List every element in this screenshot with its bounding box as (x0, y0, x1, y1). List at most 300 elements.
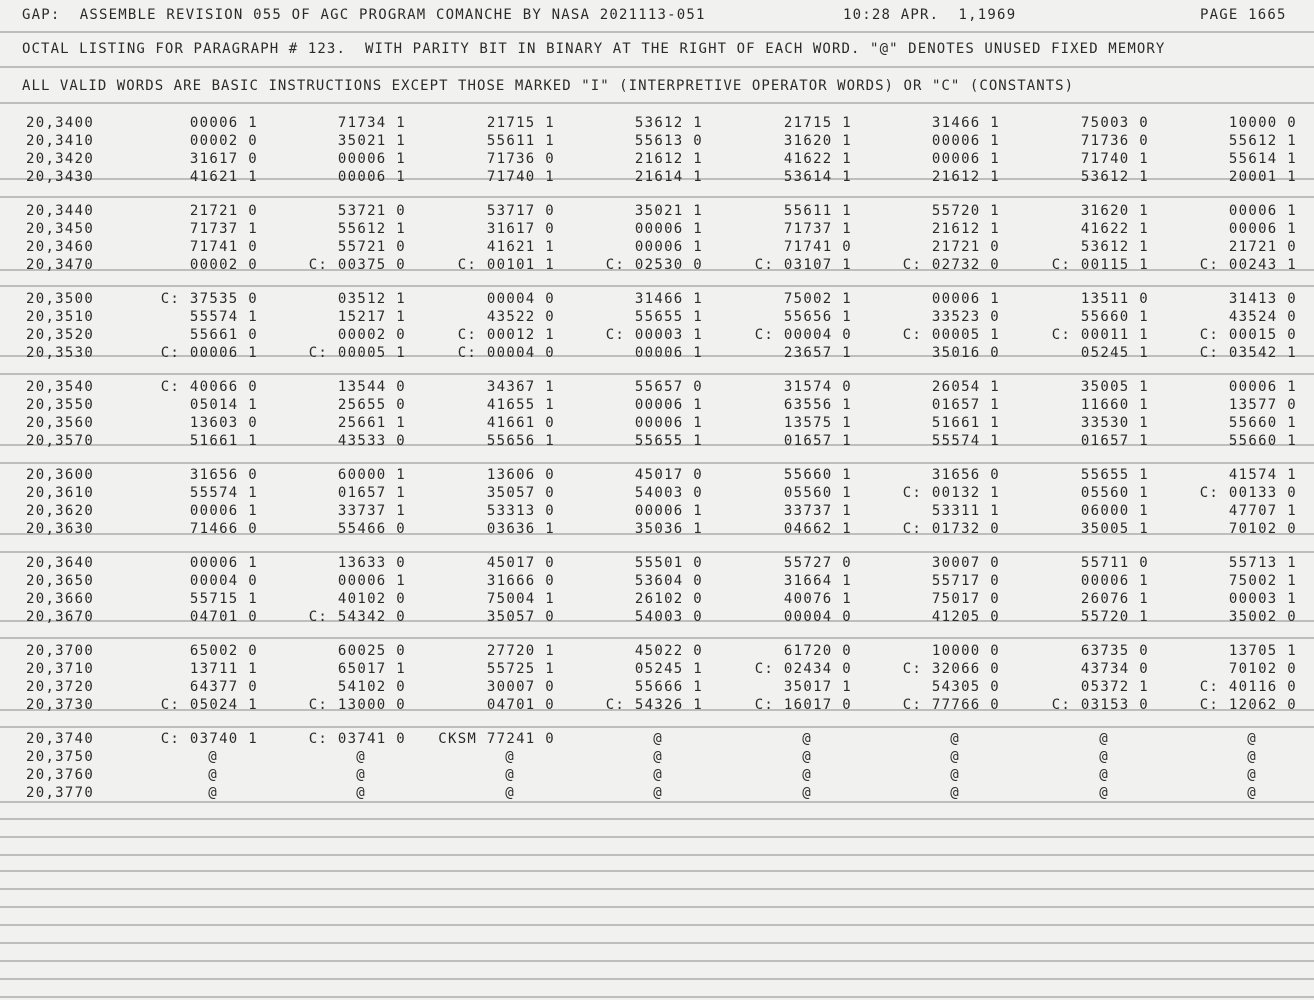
octal-word: 31620 1 (1080, 203, 1149, 219)
octal-word: 05560 1 (1080, 485, 1149, 501)
octal-word: 21721 0 (931, 239, 1000, 255)
octal-word: 41574 1 (1228, 467, 1297, 483)
octal-word: 63556 1 (783, 397, 852, 413)
octal-word: C: 12062 0 (1199, 697, 1297, 713)
octal-word: 00006 1 (634, 415, 703, 431)
unused-memory-word: @ (1247, 749, 1257, 765)
octal-word: 27720 1 (486, 643, 555, 659)
octal-word: 31656 0 (931, 467, 1000, 483)
unused-memory-word: @ (653, 785, 663, 801)
listing-row (0, 133, 1314, 151)
octal-word: 25661 1 (337, 415, 406, 431)
octal-word: 54102 0 (337, 679, 406, 695)
octal-word: 53311 1 (931, 503, 1000, 519)
octal-word: 01657 1 (337, 485, 406, 501)
unused-memory-word: @ (356, 785, 366, 801)
listing-caption-parity: OCTAL LISTING FOR PARAGRAPH # 123. WITH PARITY BIT IN BINARY AT THE RIGHT OF EACH WORD. "@" DENOTES UNUSED FIXED MEMORY (22, 41, 1166, 57)
octal-word: 01657 1 (1080, 433, 1149, 449)
octal-word: 71737 1 (189, 221, 258, 237)
unused-memory-word: @ (653, 749, 663, 765)
octal-word: 53717 0 (486, 203, 555, 219)
octal-word: 55720 1 (1080, 609, 1149, 625)
octal-word: 51661 1 (931, 415, 1000, 431)
listing-row (0, 291, 1314, 309)
octal-word: 20001 1 (1228, 169, 1297, 185)
address-label: 20,3550 (26, 397, 95, 413)
octal-word: 21715 1 (486, 115, 555, 131)
address-label: 20,3400 (26, 115, 95, 131)
address-label: 20,3600 (26, 467, 95, 483)
listing-row (0, 433, 1314, 451)
listing-row (0, 203, 1314, 221)
octal-word: C: 77766 0 (902, 697, 1000, 713)
address-label: 20,3560 (26, 415, 95, 431)
octal-word: C: 13000 0 (308, 697, 406, 713)
octal-word: C: 03107 1 (754, 257, 852, 273)
listing-row (0, 257, 1314, 275)
octal-word: 45022 0 (634, 643, 703, 659)
octal-word: 21612 1 (634, 151, 703, 167)
octal-word: 41655 1 (486, 397, 555, 413)
octal-word: 55657 0 (634, 379, 703, 395)
octal-word: 00004 0 (783, 609, 852, 625)
address-label: 20,3420 (26, 151, 95, 167)
octal-word: 55574 1 (931, 433, 1000, 449)
octal-word: 05372 1 (1080, 679, 1149, 695)
octal-word: 04662 1 (783, 521, 852, 537)
octal-word: 00006 1 (337, 573, 406, 589)
octal-word: 41621 1 (486, 239, 555, 255)
octal-word: 01657 1 (783, 433, 852, 449)
unused-memory-word: @ (802, 731, 812, 747)
octal-word: 55711 0 (1080, 555, 1149, 571)
octal-word: 43533 0 (337, 433, 406, 449)
octal-word: 71736 0 (1080, 133, 1149, 149)
octal-word: 13633 0 (337, 555, 406, 571)
octal-word: 45017 0 (634, 467, 703, 483)
octal-word: C: 00015 0 (1199, 327, 1297, 343)
octal-word: 54305 0 (931, 679, 1000, 695)
listing-row (0, 697, 1314, 715)
octal-word: 05560 1 (783, 485, 852, 501)
octal-word: 31656 0 (189, 467, 258, 483)
octal-word: 71741 0 (783, 239, 852, 255)
octal-word: 31617 0 (189, 151, 258, 167)
octal-word: 54003 0 (634, 485, 703, 501)
octal-word: 34367 1 (486, 379, 555, 395)
octal-word: 53612 1 (1080, 239, 1149, 255)
octal-word: 41622 1 (783, 151, 852, 167)
octal-word: C: 00005 1 (902, 327, 1000, 343)
unused-memory-word: @ (505, 749, 515, 765)
octal-word: 55720 1 (931, 203, 1000, 219)
unused-memory-word: @ (505, 767, 515, 783)
listing-row (0, 555, 1314, 573)
listing-row (0, 415, 1314, 433)
unused-memory-word: @ (802, 749, 812, 765)
octal-word: 26076 1 (1080, 591, 1149, 607)
octal-word: 35057 0 (486, 485, 555, 501)
octal-word: 55656 1 (486, 433, 555, 449)
octal-word: 71740 1 (486, 169, 555, 185)
page-number: PAGE 1665 (1200, 7, 1287, 23)
page-header-title: GAP: ASSEMBLE REVISION 055 OF AGC PROGRAM COMANCHE BY NASA 2021113-051 (22, 7, 706, 23)
address-label: 20,3620 (26, 503, 95, 519)
octal-word: 00006 1 (189, 503, 258, 519)
octal-word: 00002 0 (189, 257, 258, 273)
octal-word: 55715 1 (189, 591, 258, 607)
listing-row (0, 661, 1314, 679)
octal-word: 40076 1 (783, 591, 852, 607)
octal-word: 13603 0 (189, 415, 258, 431)
octal-word: 06000 1 (1080, 503, 1149, 519)
octal-word: 04701 0 (486, 697, 555, 713)
octal-word: 21721 0 (1228, 239, 1297, 255)
listing-row (0, 521, 1314, 539)
octal-word: 13705 1 (1228, 643, 1297, 659)
octal-word: 35021 1 (337, 133, 406, 149)
octal-word: 55721 0 (337, 239, 406, 255)
octal-word: 54003 0 (634, 609, 703, 625)
octal-word: C: 01732 0 (902, 521, 1000, 537)
listing-caption-legend: ALL VALID WORDS ARE BASIC INSTRUCTIONS EXCEPT THOSE MARKED "I" (INTERPRETIVE OPERATOR WORDS) OR "C" (CONSTANTS) (22, 78, 1075, 94)
octal-word: 55713 1 (1228, 555, 1297, 571)
address-label: 20,3540 (26, 379, 95, 395)
octal-word: 55613 0 (634, 133, 703, 149)
octal-word: 10000 0 (1228, 115, 1297, 131)
octal-word: 35036 1 (634, 521, 703, 537)
unused-memory-word: @ (802, 785, 812, 801)
octal-word: 43734 0 (1080, 661, 1149, 677)
unused-memory-word: @ (208, 767, 218, 783)
octal-word: C: 03741 0 (308, 731, 406, 747)
listing-row (0, 591, 1314, 609)
octal-word: 04701 0 (189, 609, 258, 625)
octal-word: 23657 1 (783, 345, 852, 361)
octal-word: 00006 1 (634, 345, 703, 361)
octal-word: 31666 0 (486, 573, 555, 589)
octal-word: C: 02530 0 (605, 257, 703, 273)
octal-word: C: 00012 1 (457, 327, 555, 343)
listing-row (0, 379, 1314, 397)
unused-memory-word: @ (505, 785, 515, 801)
unused-memory-word: @ (1099, 749, 1109, 765)
unused-memory-word: @ (208, 785, 218, 801)
address-label: 20,3740 (26, 731, 95, 747)
octal-word: 00006 1 (1228, 203, 1297, 219)
address-label: 20,3720 (26, 679, 95, 695)
listing-row (0, 573, 1314, 591)
octal-word: 55725 1 (486, 661, 555, 677)
octal-word: 71740 1 (1080, 151, 1149, 167)
octal-word: 30007 0 (486, 679, 555, 695)
unused-memory-word: @ (653, 731, 663, 747)
listing-row (0, 609, 1314, 627)
octal-word: 64377 0 (189, 679, 258, 695)
octal-word: C: 54326 1 (605, 697, 703, 713)
octal-word: C: 16017 0 (754, 697, 852, 713)
octal-word: 13511 0 (1080, 291, 1149, 307)
address-label: 20,3630 (26, 521, 95, 537)
octal-word: 75002 1 (783, 291, 852, 307)
octal-word: 53604 0 (634, 573, 703, 589)
listing-row (0, 467, 1314, 485)
octal-word: 55661 0 (189, 327, 258, 343)
octal-word: 55466 0 (337, 521, 406, 537)
listing-row (0, 221, 1314, 239)
octal-word: 55614 1 (1228, 151, 1297, 167)
address-label: 20,3660 (26, 591, 95, 607)
octal-word: 53614 1 (783, 169, 852, 185)
octal-word: 55666 1 (634, 679, 703, 695)
octal-word: 51661 1 (189, 433, 258, 449)
octal-word: 65017 1 (337, 661, 406, 677)
octal-word: 55727 0 (783, 555, 852, 571)
octal-word: C: 40066 0 (160, 379, 258, 395)
octal-word: 45017 0 (486, 555, 555, 571)
octal-word: 55574 1 (189, 309, 258, 325)
listing-row (0, 679, 1314, 697)
octal-word: 21721 0 (189, 203, 258, 219)
octal-word: 61720 0 (783, 643, 852, 659)
octal-word: 55612 1 (337, 221, 406, 237)
octal-word: 00006 1 (634, 397, 703, 413)
address-label: 20,3520 (26, 327, 95, 343)
octal-word: 21614 1 (634, 169, 703, 185)
octal-word: 00002 0 (337, 327, 406, 343)
octal-word: 75002 1 (1228, 573, 1297, 589)
listing-row (0, 309, 1314, 327)
address-label: 20,3410 (26, 133, 95, 149)
octal-word: C: 40116 0 (1199, 679, 1297, 695)
octal-word: 10000 0 (931, 643, 1000, 659)
octal-word: 53612 1 (634, 115, 703, 131)
octal-word: C: 00133 0 (1199, 485, 1297, 501)
octal-word: 55574 1 (189, 485, 258, 501)
listing-row (0, 327, 1314, 345)
octal-word: C: 00003 1 (605, 327, 703, 343)
octal-word: 00004 0 (189, 573, 258, 589)
address-label: 20,3450 (26, 221, 95, 237)
address-label: 20,3650 (26, 573, 95, 589)
address-label: 20,3750 (26, 749, 95, 765)
address-label: 20,3770 (26, 785, 95, 801)
octal-word: 33737 1 (337, 503, 406, 519)
address-label: 20,3510 (26, 309, 95, 325)
octal-word: 55655 1 (1080, 467, 1149, 483)
octal-word: 00006 1 (189, 115, 258, 131)
octal-word: 31466 1 (931, 115, 1000, 131)
octal-word: 55660 1 (1228, 433, 1297, 449)
octal-word: 00006 1 (337, 169, 406, 185)
octal-word: 53313 0 (486, 503, 555, 519)
octal-word: 55612 1 (1228, 133, 1297, 149)
octal-word: 71737 1 (783, 221, 852, 237)
octal-word: 53721 0 (337, 203, 406, 219)
octal-word: 11660 1 (1080, 397, 1149, 413)
octal-word: 00006 1 (931, 151, 1000, 167)
address-label: 20,3730 (26, 697, 95, 713)
octal-word: 00006 1 (931, 291, 1000, 307)
listing-row (0, 397, 1314, 415)
listing-row (0, 643, 1314, 661)
octal-word: 41205 0 (931, 609, 1000, 625)
octal-word: 35021 1 (634, 203, 703, 219)
octal-word: 00006 1 (931, 133, 1000, 149)
octal-word: 21612 1 (931, 169, 1000, 185)
octal-word: 05014 1 (189, 397, 258, 413)
octal-word: 31413 0 (1228, 291, 1297, 307)
address-label: 20,3470 (26, 257, 95, 273)
unused-memory-word: @ (1247, 785, 1257, 801)
listing-row (0, 345, 1314, 363)
octal-word: C: 00101 1 (457, 257, 555, 273)
listing-row (0, 785, 1314, 803)
page-header-timestamp: 10:28 APR. 1,1969 (843, 7, 1017, 23)
octal-word: 00006 1 (634, 503, 703, 519)
octal-word: C: 00005 1 (308, 345, 406, 361)
octal-word: 13544 0 (337, 379, 406, 395)
octal-word: 55611 1 (783, 203, 852, 219)
octal-word: C: 54342 0 (308, 609, 406, 625)
octal-word: 21715 1 (783, 115, 852, 131)
octal-word: 70102 0 (1228, 661, 1297, 677)
octal-word: 31617 0 (486, 221, 555, 237)
octal-word: 13577 0 (1228, 397, 1297, 413)
octal-word: C: 00243 1 (1199, 257, 1297, 273)
octal-word: 55660 1 (1228, 415, 1297, 431)
octal-word: 41621 1 (189, 169, 258, 185)
address-label: 20,3440 (26, 203, 95, 219)
octal-word: C: 37535 0 (160, 291, 258, 307)
octal-word: 05245 1 (1080, 345, 1149, 361)
octal-word: 25655 0 (337, 397, 406, 413)
listing-row (0, 151, 1314, 169)
octal-word: 00006 1 (1228, 379, 1297, 395)
unused-memory-word: @ (950, 731, 960, 747)
octal-word: 55660 1 (783, 467, 852, 483)
octal-word: 53612 1 (1080, 169, 1149, 185)
unused-memory-word: @ (950, 767, 960, 783)
octal-word: 13711 1 (189, 661, 258, 677)
octal-word: C: 02732 0 (902, 257, 1000, 273)
listing-row (0, 115, 1314, 133)
octal-word: 33523 0 (931, 309, 1000, 325)
octal-word: C: 03542 1 (1199, 345, 1297, 361)
address-label: 20,3460 (26, 239, 95, 255)
octal-word: C: 02434 0 (754, 661, 852, 677)
listing-row (0, 239, 1314, 257)
listing-row (0, 767, 1314, 785)
octal-word: 41661 0 (486, 415, 555, 431)
octal-word: C: 05024 1 (160, 697, 258, 713)
listing-row (0, 169, 1314, 187)
octal-word: 31620 1 (783, 133, 852, 149)
address-label: 20,3700 (26, 643, 95, 659)
unused-memory-word: @ (950, 749, 960, 765)
octal-word: 03512 1 (337, 291, 406, 307)
octal-word: C: 00132 1 (902, 485, 1000, 501)
unused-memory-word: @ (356, 767, 366, 783)
octal-word: 03636 1 (486, 521, 555, 537)
octal-word: 71741 0 (189, 239, 258, 255)
octal-word: 15217 1 (337, 309, 406, 325)
octal-word: 31466 1 (634, 291, 703, 307)
listing-row (0, 503, 1314, 521)
octal-word: 26102 0 (634, 591, 703, 607)
octal-word: 21612 1 (931, 221, 1000, 237)
octal-word: 00006 1 (1228, 221, 1297, 237)
octal-word: 00002 0 (189, 133, 258, 149)
octal-word: 55501 0 (634, 555, 703, 571)
octal-word: C: 00011 1 (1051, 327, 1149, 343)
octal-word: 35005 1 (1080, 521, 1149, 537)
octal-word: 55660 1 (1080, 309, 1149, 325)
octal-word: 75004 1 (486, 591, 555, 607)
octal-word: 71734 1 (337, 115, 406, 131)
octal-word: 01657 1 (931, 397, 1000, 413)
octal-word: 00006 1 (1080, 573, 1149, 589)
listing-row (0, 731, 1314, 749)
octal-word: 13575 1 (783, 415, 852, 431)
octal-word: 35016 0 (931, 345, 1000, 361)
octal-word: 26054 1 (931, 379, 1000, 395)
address-label: 20,3640 (26, 555, 95, 571)
octal-word: 55655 1 (634, 309, 703, 325)
octal-word: 70102 0 (1228, 521, 1297, 537)
octal-word: 47707 1 (1228, 503, 1297, 519)
octal-word: 71736 0 (486, 151, 555, 167)
octal-word: CKSM 77241 0 (438, 731, 555, 747)
octal-word: 00006 1 (337, 151, 406, 167)
octal-word: 63735 0 (1080, 643, 1149, 659)
octal-word: 05245 1 (634, 661, 703, 677)
octal-word: 65002 0 (189, 643, 258, 659)
unused-memory-word: @ (802, 767, 812, 783)
octal-word: C: 03740 1 (160, 731, 258, 747)
octal-word: C: 00004 0 (457, 345, 555, 361)
address-label: 20,3500 (26, 291, 95, 307)
unused-memory-word: @ (1247, 767, 1257, 783)
unused-memory-word: @ (356, 749, 366, 765)
octal-word: 13606 0 (486, 467, 555, 483)
octal-word: 35017 1 (783, 679, 852, 695)
octal-word: 35057 0 (486, 609, 555, 625)
address-label: 20,3710 (26, 661, 95, 677)
octal-word: 00003 1 (1228, 591, 1297, 607)
octal-word: 30007 0 (931, 555, 1000, 571)
octal-word: 55611 1 (486, 133, 555, 149)
octal-word: 71466 0 (189, 521, 258, 537)
octal-word: C: 00006 1 (160, 345, 258, 361)
octal-word: 55656 1 (783, 309, 852, 325)
listing-row (0, 749, 1314, 767)
octal-word: 43524 0 (1228, 309, 1297, 325)
octal-word: 55655 1 (634, 433, 703, 449)
octal-word: 00004 0 (486, 291, 555, 307)
octal-word: 75003 0 (1080, 115, 1149, 131)
octal-word: 31574 0 (783, 379, 852, 395)
octal-word: 60025 0 (337, 643, 406, 659)
unused-memory-word: @ (1099, 767, 1109, 783)
octal-word: C: 00115 1 (1051, 257, 1149, 273)
octal-word: 60000 1 (337, 467, 406, 483)
octal-word: 00006 1 (634, 239, 703, 255)
octal-word: 35002 0 (1228, 609, 1297, 625)
octal-word: 40102 0 (337, 591, 406, 607)
octal-word: C: 00004 0 (754, 327, 852, 343)
unused-memory-word: @ (653, 767, 663, 783)
